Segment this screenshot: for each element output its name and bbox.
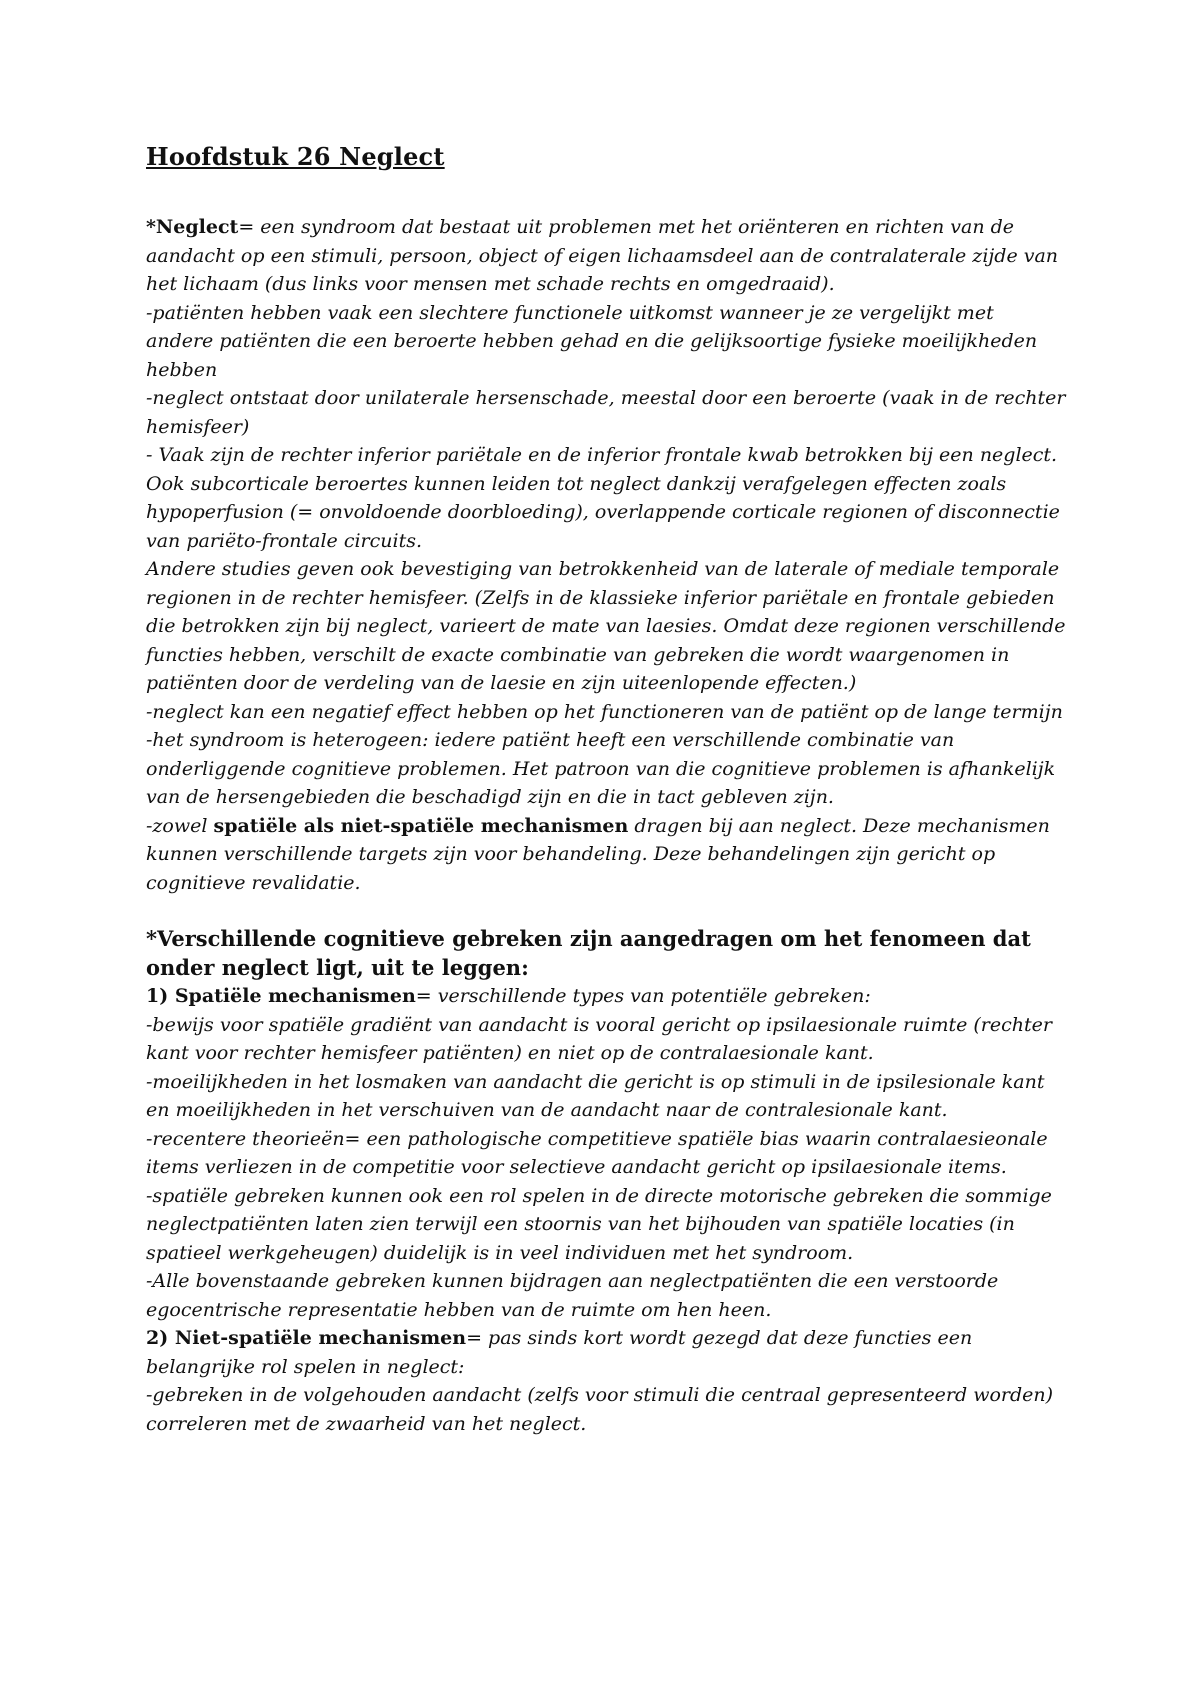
paragraph-unilateral-damage: -neglect ontstaat door unilaterale hersenschade, meestal door een beroerte (vaak in de rechter hemisfeer) bbox=[146, 387, 1066, 438]
mechanisms-bold: spatiële als niet-spatiële mechanismen bbox=[213, 814, 629, 837]
document-page bbox=[146, 142, 1066, 1438]
spatial-mechanisms-intro bbox=[146, 982, 1066, 1011]
spatial-bias: -recentere theorieën= een pathologische competitieve spatiële bias waarin contralaesieonale items verliezen in de competitie voor selectieve aandacht gericht op ipsilaesionale items. bbox=[146, 1127, 1048, 1178]
spatial-motor: -spatiële gebreken kunnen ook een rol spelen in de directe motorische gebreken die sommige neglectpatiënten laten zien terwijl een stoornis van het bijhouden van spatiële locaties (in spatieel werkgeheugen) duidelijk is in veel individuen met het syndroom. bbox=[146, 1184, 1052, 1264]
nonspatial-sustained-attention: -gebreken in de volgehouden aandacht (zelfs voor stimuli die centraal gepresenteerd worden) correleren met de zwaarheid van het neglect. bbox=[146, 1384, 1054, 1435]
neglect-definition bbox=[146, 213, 1066, 299]
spatial-egocentric: -Alle bovenstaande gebreken kunnen bijdragen aan neglectpatiënten die een verstoorde egocentrische representatie hebben van de ruimte om hen heen. bbox=[146, 1270, 999, 1321]
paragraph-long-term: -neglect kan een negatief effect hebben op het functioneren van de patiënt op de lange termijn bbox=[146, 700, 1063, 723]
paragraph-parietal-frontal: - Vaak zijn de rechter inferior pariëtale en de inferior frontale kwab betrokken bij een neglect. Ook subcorticale beroertes kunnen leiden tot neglect dankzij verafgelegen effecten zoals hypoperfusion (= onvoldoende doorbloeding), overlappende corticale regionen of disconnectie van pariëto-frontale circuits. bbox=[146, 444, 1060, 552]
spatial-gradient: -bewijs voor spatiële gradiënt van aandacht is vooral gericht op ipsilaesionale ruimte (rechter kant voor rechter hemisfeer patiënten) en niet op de contralaesionale kant. bbox=[146, 1013, 1052, 1064]
section2-heading: *Verschillende cognitieve gebreken zijn aangedragen om het fenomeen dat onder neglect ligt, uit te leggen: bbox=[146, 926, 1031, 980]
section-spacer bbox=[146, 897, 1066, 925]
mechanisms-pre: -zowel bbox=[146, 814, 214, 837]
nonspatial-mechanisms-text: = pas sinds kort wordt gezegd dat deze functies een belangrijke rol spelen in neglect: bbox=[146, 1327, 973, 1378]
spatial-mechanisms-label: 1) Spatiële mechanismen bbox=[146, 985, 416, 1007]
paragraph-functional-outcome: -patiënten hebben vaak een slechtere functionele uitkomst wanneer je ze vergelijkt met andere patiënten die een beroerte hebben gehad en die gelijksoortige fysieke moeilijkheden hebben bbox=[146, 301, 1038, 381]
paragraph-mechanisms bbox=[146, 812, 1066, 898]
neglect-term: *Neglect bbox=[146, 216, 239, 238]
page-title: Hoofdstuk 26 Neglect bbox=[146, 142, 445, 171]
neglect-definition-text: = een syndroom dat bestaat uit problemen met het oriënteren en richten van de aandacht op een stimuli, persoon, object of eigen lichaamsdeel aan de contralaterale zijde van het lichaam (dus links voor mensen met schade rechts en omgedraaid). bbox=[146, 216, 1059, 295]
mechanisms-post: dragen bij aan neglect. Deze mechanismen kunnen verschillende targets zijn voor behandeling. Deze behandelingen zijn gericht op cognitieve revalidatie. bbox=[146, 814, 1050, 894]
nonspatial-mechanisms-intro bbox=[146, 1324, 1066, 1381]
spatial-mechanisms-text: = verschillende types van potentiële gebreken: bbox=[415, 985, 871, 1007]
nonspatial-mechanisms-label: 2) Niet-spatiële mechanismen bbox=[146, 1327, 467, 1349]
spatial-disengage: -moeilijkheden in het losmaken van aandacht die gericht is op stimuli in de ipsilesionale kant en moeilijkheden in het verschuiven van de aandacht naar de contralesionale kant. bbox=[146, 1070, 1045, 1121]
paragraph-heterogeneous: -het syndroom is heterogeen: iedere patiënt heeft een verschillende combinatie van onderliggende cognitieve problemen. Het patroon van die cognitieve problemen is afhankelijk van de hersengebieden die beschadigd zijn en die in tact gebleven zijn. bbox=[146, 729, 1056, 808]
paragraph-temporal-regions: Andere studies geven ook bevestiging van betrokkenheid van de laterale of mediale temporale regionen in de rechter hemisfeer. (Zelfs in de klassieke inferior pariëtale en frontale gebieden die betrokken zijn bij neglect, varieert de mate van laesies. Omdat deze regionen verschillende functies hebben, verschilt de exacte combinatie van gebreken die wordt waargenomen in patiënten door de verdeling van de laesie en zijn uiteenlopende effecten.) bbox=[146, 558, 1066, 694]
